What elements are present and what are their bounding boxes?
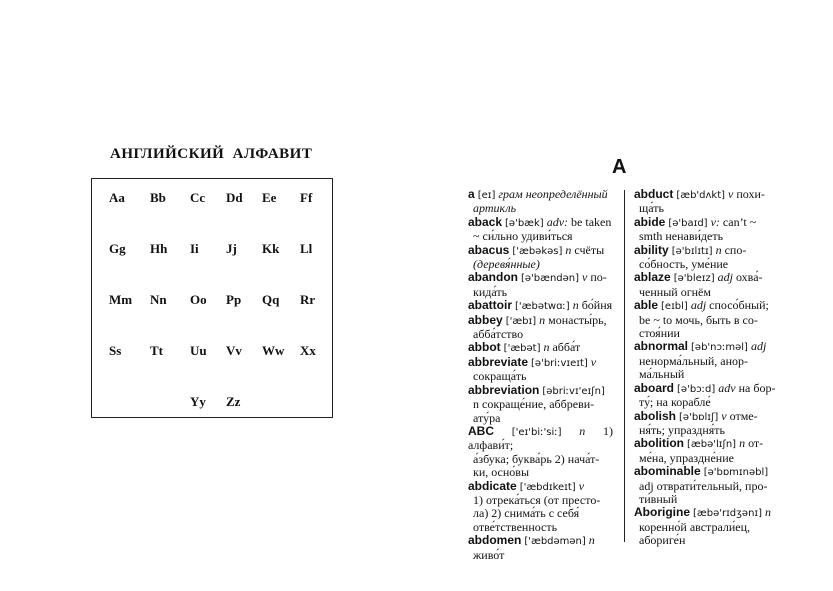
letter-cell: Vv bbox=[226, 343, 242, 358]
transcription: [ə'baɪd] bbox=[668, 217, 708, 229]
letter-cell: Pp bbox=[226, 292, 242, 307]
dictionary-entry bbox=[634, 437, 776, 465]
dictionary-entry bbox=[634, 299, 776, 340]
dictionary-entry bbox=[634, 216, 776, 244]
transcription: [əbriːvɪ'eɪʃn] bbox=[542, 385, 605, 397]
definition: на бор- bbox=[735, 380, 776, 395]
alphabet-title: АНГЛИЙСКИЙ АЛФАВИТ bbox=[110, 146, 313, 162]
definition: монасты́рь, bbox=[545, 312, 607, 327]
definition: (деревя́нные) bbox=[473, 257, 540, 272]
dictionary-entry bbox=[468, 314, 613, 342]
definition: ки, осно́вы bbox=[473, 465, 530, 480]
letter-cell: Ee bbox=[262, 190, 277, 205]
transcription: ['æbdɪkeɪt] bbox=[519, 481, 576, 493]
letter-cell: Aa bbox=[109, 190, 125, 205]
part-of-speech: adv bbox=[718, 380, 736, 395]
dictionary-entry bbox=[468, 384, 613, 425]
part-of-speech: v bbox=[590, 354, 597, 369]
definition: n сокраще́ние, аббреви- bbox=[473, 397, 595, 412]
transcription: [ə'briːvɪeɪt] bbox=[531, 357, 588, 369]
letter-cell: Rr bbox=[300, 292, 316, 307]
headword: abdicate bbox=[468, 478, 517, 493]
letter-cell: Cc bbox=[190, 190, 206, 205]
dictionary-entry bbox=[468, 271, 613, 299]
letter-cell: Oo bbox=[190, 292, 207, 307]
definition: отве́тственность bbox=[473, 519, 558, 534]
part-of-speech: adj bbox=[690, 298, 707, 313]
headword: Aborigine bbox=[634, 505, 690, 520]
transcription: ['æbət] bbox=[503, 343, 541, 355]
definition: живо́т bbox=[473, 547, 505, 562]
dictionary-column-left bbox=[468, 188, 613, 562]
definition: ма́льный bbox=[639, 367, 685, 382]
letter-cell: Ll bbox=[300, 241, 313, 256]
headword: abide bbox=[634, 214, 666, 229]
letter-cell: Ff bbox=[300, 190, 313, 205]
headword: able bbox=[634, 298, 659, 313]
definition: стоя́нии bbox=[639, 326, 680, 341]
alphabet-table bbox=[91, 178, 333, 418]
dictionary-column-right bbox=[634, 188, 776, 548]
definition: отме- bbox=[726, 408, 758, 423]
part-of-speech: n bbox=[715, 242, 722, 257]
part-of-speech: adj bbox=[717, 270, 733, 285]
definition: ченный огнём bbox=[639, 284, 711, 299]
headword: ablaze bbox=[634, 270, 671, 285]
headword: ability bbox=[634, 242, 669, 257]
dictionary-entry bbox=[634, 340, 776, 381]
definition: can’t ~ bbox=[719, 214, 757, 229]
part-of-speech: n bbox=[579, 423, 586, 438]
part-of-speech: adv: bbox=[546, 214, 569, 229]
letter-cell: Tt bbox=[150, 343, 163, 358]
transcription: [æb'dʌkt] bbox=[676, 190, 726, 201]
dictionary-entry bbox=[634, 410, 776, 438]
definition: счёты bbox=[571, 242, 605, 257]
part-of-speech: n bbox=[739, 436, 746, 451]
column-divider bbox=[624, 190, 625, 542]
letter-cell: Gg bbox=[109, 241, 126, 256]
letter-cell: Ww bbox=[262, 343, 285, 358]
headword: aboard bbox=[634, 380, 675, 395]
definition: ату́ра bbox=[473, 410, 501, 425]
dictionary-entry bbox=[468, 299, 613, 313]
headword: abbreviate bbox=[468, 354, 529, 369]
definition: от- bbox=[745, 436, 764, 451]
definition: спосо́бный; bbox=[706, 298, 769, 313]
definition: охва́- bbox=[732, 270, 763, 285]
part-of-speech: v bbox=[721, 408, 727, 423]
transcription: ['æbdəmən] bbox=[524, 536, 586, 548]
transcription: [ə'bɒlɪʃ] bbox=[679, 411, 719, 423]
letter-cell: Ss bbox=[109, 343, 122, 358]
definition: be taken bbox=[568, 214, 612, 229]
dictionary-entry bbox=[634, 382, 776, 410]
headword: abominable bbox=[634, 464, 701, 479]
headword: abdomen bbox=[468, 533, 522, 548]
transcription: ['eɪ'biː'siː] bbox=[511, 426, 562, 438]
headword: abnormal bbox=[634, 339, 689, 354]
definition: похи- bbox=[733, 187, 765, 201]
definition: абба́тство bbox=[473, 327, 524, 342]
letter-cell: Mm bbox=[109, 292, 133, 307]
dictionary-entry bbox=[634, 465, 776, 506]
headword: aback bbox=[468, 214, 503, 229]
definition: по- bbox=[587, 270, 607, 285]
letter-cell: Ii bbox=[190, 241, 199, 256]
part-of-speech: adj bbox=[750, 339, 767, 354]
transcription: [ə'bɒmɪnəbl] bbox=[703, 467, 769, 479]
definition: коренно́й австрали́ец, bbox=[639, 519, 751, 534]
part-of-speech: v bbox=[728, 187, 734, 201]
transcription: [æbə'rɪdʒənɪ] bbox=[693, 508, 763, 520]
dictionary-entry bbox=[468, 341, 613, 355]
headword: abbreviation bbox=[468, 382, 540, 397]
transcription: [æbə'lɪʃn] bbox=[687, 439, 737, 451]
definition: smth ненави́деть bbox=[639, 229, 724, 244]
grammar-note: грам неопределённый bbox=[498, 187, 608, 201]
transcription: ['æbɪ] bbox=[505, 315, 537, 327]
definition: а́збука; буква́рь 2) нача́т- bbox=[473, 451, 600, 466]
letter-cell: Zz bbox=[226, 394, 241, 409]
definition: артикль bbox=[473, 201, 517, 216]
letter-cell: Yy bbox=[190, 394, 206, 409]
part-of-speech: v bbox=[578, 478, 585, 493]
transcription: ['æbəkəs] bbox=[512, 245, 563, 257]
definition: 1) отрека́ться (от престо- bbox=[473, 492, 601, 507]
headword: abacus bbox=[468, 242, 510, 257]
definition: adj отврати́тельный, про- bbox=[639, 478, 768, 493]
headword: abbey bbox=[468, 312, 503, 327]
definition: со́бность, уме́ние bbox=[639, 257, 729, 272]
definition: спо- bbox=[721, 242, 747, 257]
definition: абба́т bbox=[549, 340, 581, 355]
part-of-speech: n bbox=[543, 340, 550, 355]
definition: абориге́н bbox=[639, 533, 686, 548]
headword: abbot bbox=[468, 340, 501, 355]
definition: ти́вный bbox=[639, 491, 678, 506]
letter-cell: Jj bbox=[226, 241, 237, 256]
part-of-speech: n bbox=[765, 505, 772, 520]
dictionary-entry bbox=[468, 244, 613, 272]
headword: ABC bbox=[468, 423, 494, 438]
part-of-speech: n bbox=[572, 298, 579, 313]
dictionary-entry bbox=[634, 271, 776, 299]
definition: ня́ть; упраздня́ть bbox=[639, 422, 726, 437]
definition: ту́; на корабле́ bbox=[639, 395, 711, 410]
headword: abattoir bbox=[468, 298, 513, 313]
transcription: ['æbətwɑː] bbox=[515, 301, 570, 313]
headword: abduct bbox=[634, 187, 674, 201]
part-of-speech: n bbox=[539, 312, 546, 327]
dictionary-entry bbox=[468, 216, 613, 244]
letter-cell: Hh bbox=[150, 241, 168, 256]
headword: abolish bbox=[634, 408, 677, 423]
part-of-speech: v: bbox=[710, 214, 720, 229]
transcription: [ə'bændən] bbox=[521, 273, 580, 285]
definition: бо́йня bbox=[578, 298, 613, 313]
letter-cell: Nn bbox=[150, 292, 167, 307]
transcription: [ə'bɔːd] bbox=[677, 383, 716, 395]
headword: a bbox=[468, 187, 475, 201]
section-letter: A bbox=[612, 156, 627, 178]
definition: 1) алфави́т; bbox=[468, 423, 614, 453]
transcription: [eɪbl] bbox=[661, 301, 688, 313]
transcription: [ə'bɪlɪtɪ] bbox=[671, 245, 713, 257]
part-of-speech: n bbox=[588, 533, 595, 548]
part-of-speech: n bbox=[565, 242, 572, 257]
letter-cell: Dd bbox=[226, 190, 243, 205]
letter-cell: Qq bbox=[262, 292, 280, 307]
definition: ла) 2) снима́ть с себя́ bbox=[473, 506, 580, 521]
dictionary-entry bbox=[468, 425, 613, 480]
definition: ненорма́льный, анор- bbox=[639, 353, 749, 368]
definition: be ~ to мочь, быть в со- bbox=[639, 312, 758, 327]
letter-cell: Kk bbox=[262, 241, 280, 256]
letter-cell: Xx bbox=[300, 343, 316, 358]
headword: abolition bbox=[634, 436, 684, 451]
definition: кида́ть bbox=[473, 284, 508, 299]
definition: сокраща́ть bbox=[473, 369, 527, 384]
dictionary-entry bbox=[468, 188, 613, 216]
definition: ме́на, упраздне́ние bbox=[639, 450, 734, 465]
transcription: [əb'nɔːməl] bbox=[691, 342, 748, 354]
dictionary-entry bbox=[468, 534, 613, 562]
transcription: [eɪ] bbox=[477, 190, 496, 201]
dictionary-entry bbox=[634, 188, 776, 216]
dictionary-entry bbox=[468, 356, 613, 384]
transcription: [ə'bæk] bbox=[505, 217, 544, 229]
transcription: [ə'bleɪz] bbox=[673, 273, 715, 285]
letter-cell: Bb bbox=[150, 190, 166, 205]
definition: ща́ть bbox=[639, 201, 664, 216]
headword: abandon bbox=[468, 270, 518, 285]
definition: ~ си́льно удиви́ться bbox=[473, 229, 573, 244]
dictionary-entry bbox=[634, 244, 776, 272]
letter-cell: Uu bbox=[190, 343, 207, 358]
dictionary-entry bbox=[468, 480, 613, 535]
dictionary-entry bbox=[634, 506, 776, 547]
part-of-speech: v bbox=[582, 270, 588, 285]
